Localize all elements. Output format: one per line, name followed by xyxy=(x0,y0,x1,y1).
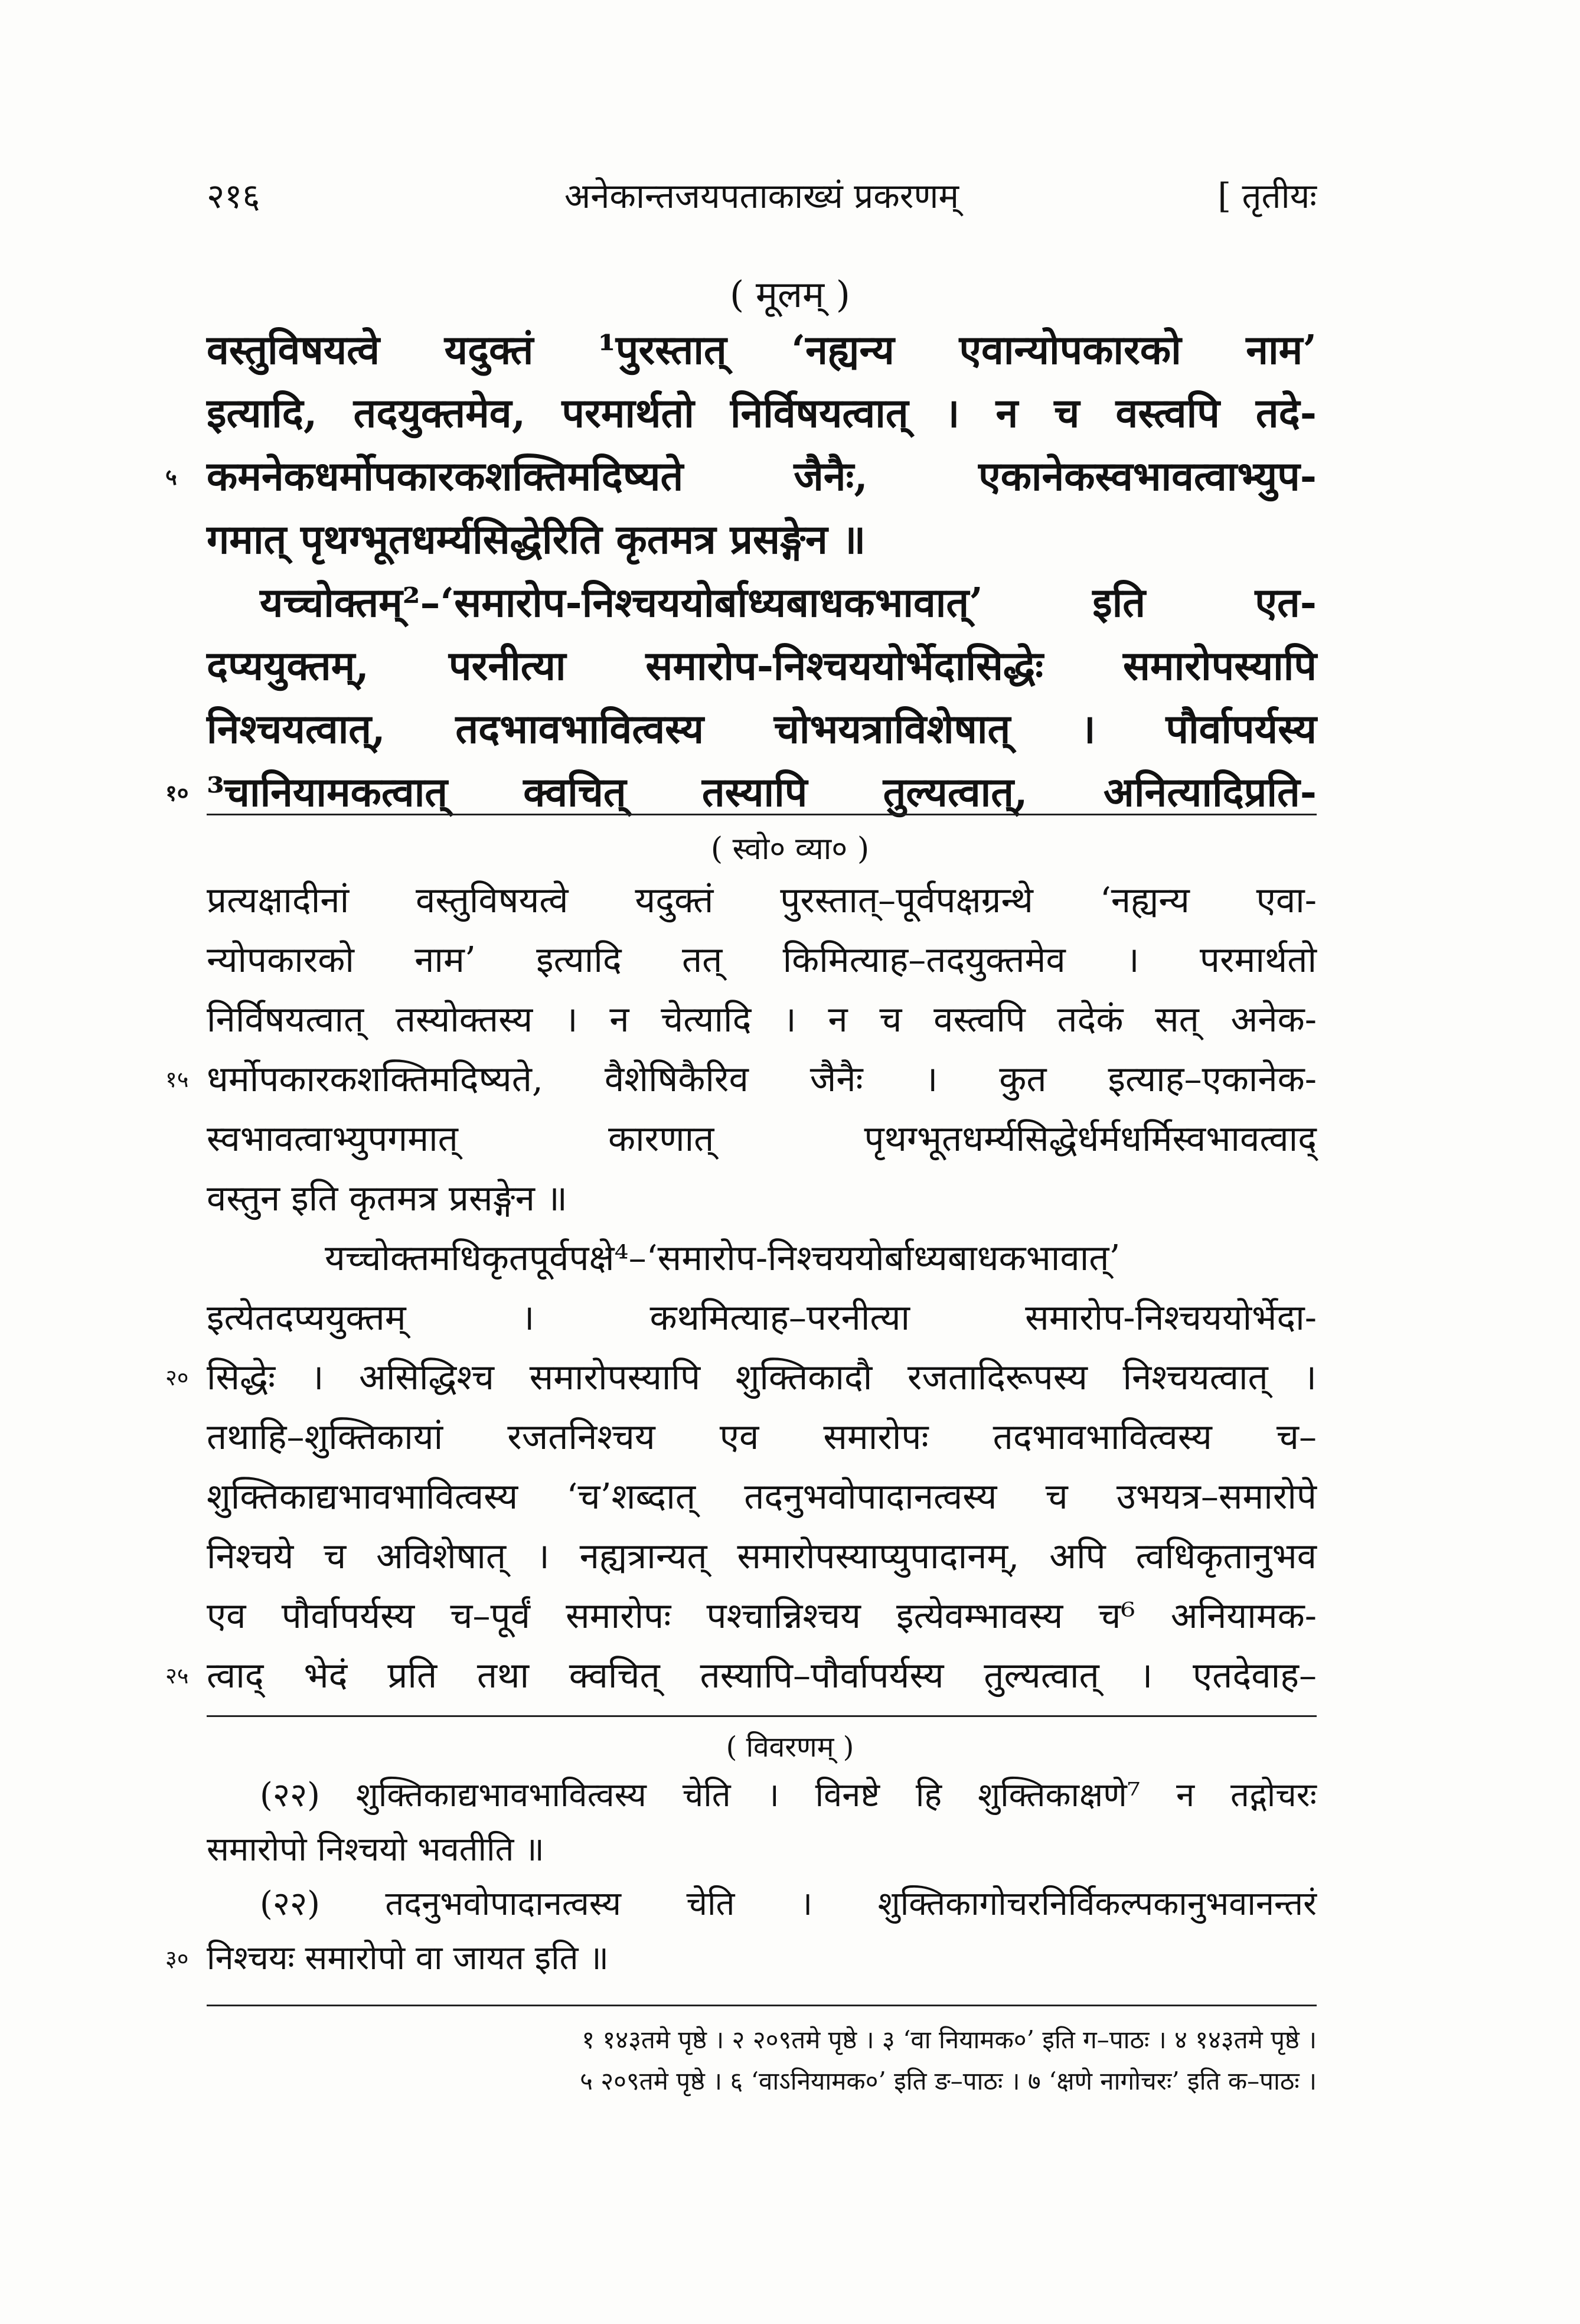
line-number: ३० xyxy=(165,1946,189,1972)
text-line: वस्तुविषयत्वे यदुक्तं ¹पुरस्तात् ‘नह्यन्य एवान्योपकारको नाम’ xyxy=(207,327,1317,374)
vivaranam-heading: ( विवरणम् ) xyxy=(726,1731,854,1764)
divider xyxy=(207,1715,1317,1717)
text-line: यच्चोक्तमधिकृतपूर्वपक्षे⁴–‘समारोप-निश्चययोर्बाध्यबाधकभावात्’ xyxy=(325,1238,1121,1279)
text-line-content: त्वाद् भेदं प्रति तथा क्वचित् तस्यापि–पौर्वापर्यस्य तुल्यत्वात् । एतदेवाह– xyxy=(207,1655,1317,1696)
text-line xyxy=(165,1931,1317,1986)
text-line-content: धर्मोपकारकशक्तिमदिष्यते, वैशेषिकैरिव जैनैः । कुत इत्याह–एकानेक- xyxy=(207,1059,1317,1100)
text-line-content: निश्चयः समारोपो वा जायत इति ॥ xyxy=(207,1939,609,1977)
text-line xyxy=(165,1646,1317,1706)
line-number: १० xyxy=(165,779,189,806)
footnote-line: ५ २०९तमे पृष्ठे । ६ ‘वाऽनियामक०’ इति ङ–पाठः । ७ ‘क्षणे नागोचरः’ इति क–पाठः । xyxy=(580,2067,1317,2095)
commentary-text xyxy=(165,871,1317,1706)
text-line: न्योपकारको नाम’ इत्यादि तत् किमित्याह–तदयुक्तमेव । परमार्थतो xyxy=(207,939,1317,981)
mool-text xyxy=(165,319,1317,824)
line-number: २० xyxy=(165,1365,189,1391)
line-number: १५ xyxy=(165,1066,189,1092)
text-line-content: सिद्धेः । असिद्धिश्च समारोपस्यापि शुक्तिकादौ रजतादिरूपस्य निश्चयत्वात् । xyxy=(207,1357,1317,1398)
text-line: निश्चयत्वात्, तदभावभावित्वस्य चोभयत्राविशेषात् । पौर्वापर्यस्य xyxy=(207,706,1317,753)
text-line: एव पौर्वापर्यस्य च–पूर्वं समारोपः पश्चान्निश्चय इत्येवम्भावस्य च⁶ अनियामक- xyxy=(207,1595,1317,1637)
text-line-content: कमनेकधर्मोपकारकशक्तिमदिष्यते जैनैः, एकानेकस्वभावत्वाभ्युप- xyxy=(207,453,1317,500)
divider xyxy=(207,814,1317,815)
text-line: इत्यादि, तदयुक्तमेव, परमार्थतो निर्विषयत्वात् । न च वस्त्वपि तदे- xyxy=(207,390,1317,437)
text-line: शुक्तिकाद्यभावभावित्वस्य ‘च’शब्दात् तदनुभवोपादानत्वस्य च उभयत्र–समारोपे xyxy=(207,1476,1317,1517)
text-line: दप्ययुक्तम्, परनीत्या समारोप-निश्चययोर्भेदासिद्धेः समारोपस्यापि xyxy=(207,642,1317,690)
text-line: वस्तुन इति कृतमत्र प्रसङ्गेन ॥ xyxy=(207,1178,567,1219)
running-title: अनेकान्तजयपताकाख्यं प्रकरणम् xyxy=(564,176,959,216)
footnote-line: १ १४३तमे पृष्ठे । २ २०९तमे पृष्ठे । ३ ‘वा नियामक०’ इति ग–पाठः । ४ १४३तमे पृष्ठे । xyxy=(582,2025,1317,2054)
footnotes xyxy=(177,2019,1317,2102)
text-line: इत्येतदप्ययुक्तम् । कथमित्याह–परनीत्या समारोप-निश्चययोर्भेदा- xyxy=(207,1297,1317,1339)
text-line: प्रत्यक्षादीनां वस्तुविषयत्वे यदुक्तं पुरस्तात्–पूर्वपक्षग्रन्थे ‘नह्यन्य एवा- xyxy=(207,880,1317,921)
text-line: (२२) तदनुभवोपादानत्वस्य चेति । शुक्तिकागोचरनिर्विकल्पकानुभवानन्तरं xyxy=(260,1885,1317,1923)
line-number: २५ xyxy=(165,1663,189,1689)
text-line xyxy=(165,445,1317,508)
commentary-heading: ( स्वो० व्या० ) xyxy=(710,831,870,867)
vivaranam-text xyxy=(165,1768,1317,1986)
text-line: तथाहि–शुक्तिकायां रजतनिश्चय एव समारोपः तदभावभावित्वस्य च– xyxy=(207,1416,1317,1458)
mool-heading: ( मूलम् ) xyxy=(730,273,850,316)
text-line: यच्चोक्तम्²–‘समारोप-निश्चययोर्बाध्यबाधकभावात्’ इति एत- xyxy=(260,579,1317,626)
text-line: स्वभावत्वाभ्युपगमात् कारणात् पृथग्भूतधर्म्यसिद्धेर्धर्मधर्मिस्वभावत्वाद् xyxy=(207,1118,1317,1160)
line-number: ५ xyxy=(165,464,177,490)
text-line: गमात् पृथग्भूतधर्म्यसिद्धेरिति कृतमत्र प्रसङ्गेन ॥ xyxy=(207,516,866,563)
text-line xyxy=(165,1348,1317,1408)
section-label: [ तृतीयः xyxy=(1217,176,1317,216)
page-number: २१६ xyxy=(207,176,260,216)
text-line: निर्विषयत्वात् तस्योक्तस्य । न चेत्यादि । न च वस्त्वपि तदेकं सत् अनेक- xyxy=(207,999,1317,1040)
footnote-divider xyxy=(207,2005,1317,2006)
text-line: निश्चये च अविशेषात् । नह्यत्रान्यत् समारोपस्याप्युपादानम्, अपि त्वधिकृतानुभव xyxy=(207,1536,1317,1577)
text-line-content: ³चानियामकत्वात् क्वचित् तस्यापि तुल्यत्वात्, अनित्यादिप्रति- xyxy=(207,769,1317,816)
text-line: समारोपो निश्चयो भवतीति ॥ xyxy=(207,1830,544,1869)
text-line xyxy=(165,1050,1317,1109)
text-line: (२२) शुक्तिकाद्यभावभावित्वस्य चेति । विनष्टे हि शुक्तिकाक्षणे⁷ न तद्गोचरः xyxy=(260,1776,1317,1814)
page-header xyxy=(207,171,1317,224)
